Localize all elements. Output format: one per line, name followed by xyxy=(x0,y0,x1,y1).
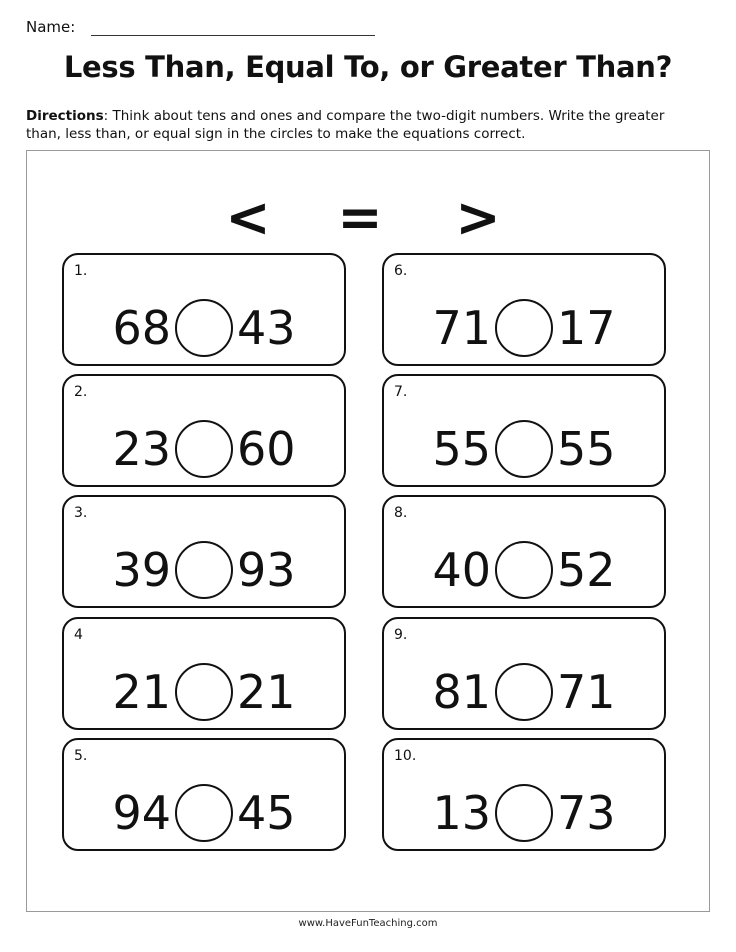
left-number: 23 xyxy=(112,422,171,476)
answer-circle[interactable] xyxy=(495,784,553,842)
problem-number: 5. xyxy=(74,748,88,764)
directions-label: Directions xyxy=(26,108,104,124)
equal-symbol: = xyxy=(337,186,383,249)
problem-number: 8. xyxy=(394,505,408,521)
problem-number: 7. xyxy=(394,384,408,400)
answer-circle[interactable] xyxy=(175,299,233,357)
greater-than-symbol: > xyxy=(455,186,501,249)
symbol-key xyxy=(0,188,736,248)
left-number: 39 xyxy=(112,543,171,597)
left-number: 94 xyxy=(112,786,171,840)
problem-number: 3. xyxy=(74,505,88,521)
problem-card-9 xyxy=(382,617,666,730)
less-than-symbol: < xyxy=(225,186,271,249)
problem-number: 10. xyxy=(394,748,417,764)
problem-card-3 xyxy=(62,495,346,608)
answer-circle[interactable] xyxy=(175,663,233,721)
answer-circle[interactable] xyxy=(495,420,553,478)
right-number: 52 xyxy=(557,543,616,597)
comparison xyxy=(384,659,664,725)
left-number: 13 xyxy=(432,786,491,840)
problem-card-4 xyxy=(62,617,346,730)
right-number: 55 xyxy=(557,422,616,476)
right-number: 71 xyxy=(557,665,616,719)
left-number: 71 xyxy=(432,301,491,355)
footer-website: www.HaveFunTeaching.com xyxy=(298,918,438,929)
problem-number: 4 xyxy=(74,627,83,643)
problem-card-7 xyxy=(382,374,666,487)
right-number: 93 xyxy=(237,543,296,597)
left-number: 21 xyxy=(112,665,171,719)
problem-number: 9. xyxy=(394,627,408,643)
answer-circle[interactable] xyxy=(495,663,553,721)
right-number: 73 xyxy=(557,786,616,840)
comparison xyxy=(64,780,344,846)
comparison xyxy=(384,416,664,482)
answer-circle[interactable] xyxy=(175,784,233,842)
answer-circle[interactable] xyxy=(175,420,233,478)
comparison xyxy=(64,416,344,482)
right-number: 21 xyxy=(237,665,296,719)
problem-card-6 xyxy=(382,253,666,366)
problem-number: 2. xyxy=(74,384,88,400)
name-label: Name: xyxy=(26,18,76,36)
name-row xyxy=(26,18,375,36)
comparison xyxy=(384,780,664,846)
left-number: 81 xyxy=(432,665,491,719)
problem-card-1 xyxy=(62,253,346,366)
directions-text: : Think about tens and ones and compare the two-digit numbers. Write the greater than, less than, or equal sign in the circles to make the equations correct. xyxy=(26,108,665,142)
problem-card-10 xyxy=(382,738,666,851)
left-number: 68 xyxy=(112,301,171,355)
comparison xyxy=(384,295,664,361)
left-number: 55 xyxy=(432,422,491,476)
right-number: 60 xyxy=(237,422,296,476)
right-number: 43 xyxy=(237,301,296,355)
answer-circle[interactable] xyxy=(175,541,233,599)
name-field[interactable] xyxy=(91,21,375,36)
comparison xyxy=(64,659,344,725)
problem-number: 6. xyxy=(394,263,408,279)
right-number: 45 xyxy=(237,786,296,840)
problem-card-8 xyxy=(382,495,666,608)
comparison xyxy=(64,537,344,603)
left-number: 40 xyxy=(432,543,491,597)
problem-card-5 xyxy=(62,738,346,851)
problem-number: 1. xyxy=(74,263,88,279)
comparison xyxy=(64,295,344,361)
answer-circle[interactable] xyxy=(495,299,553,357)
comparison xyxy=(384,537,664,603)
right-number: 17 xyxy=(557,301,616,355)
page-title: Less Than, Equal To, or Greater Than? xyxy=(63,50,673,84)
problem-card-2 xyxy=(62,374,346,487)
directions xyxy=(26,107,696,143)
answer-circle[interactable] xyxy=(495,541,553,599)
